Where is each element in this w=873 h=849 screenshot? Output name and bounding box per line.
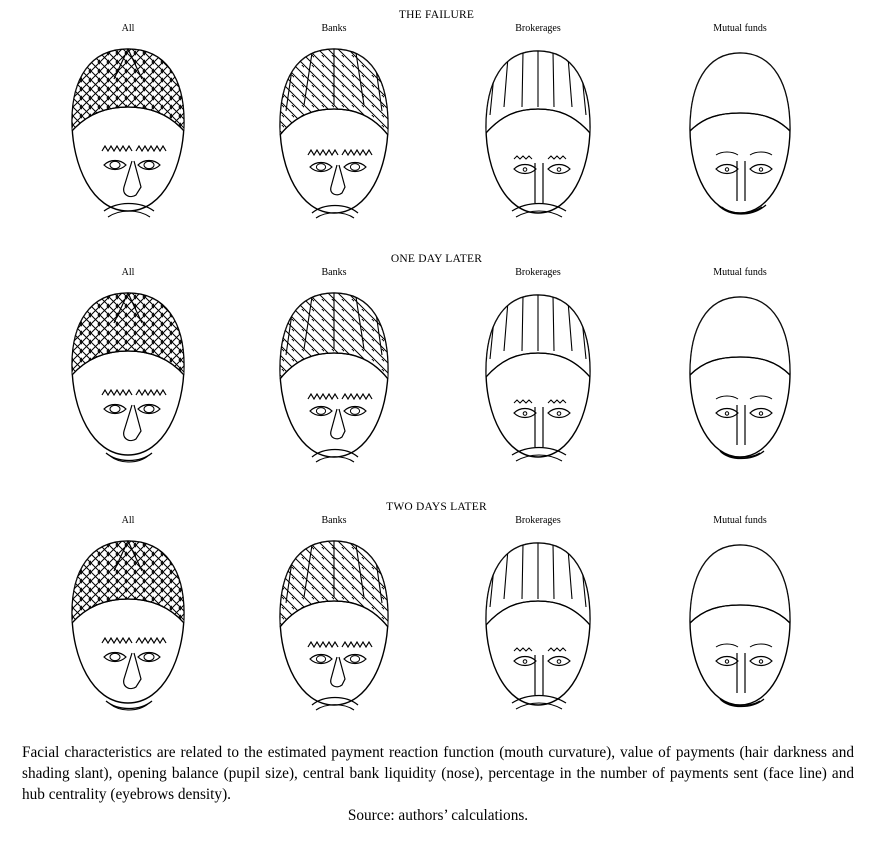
panel-title: TWO DAYS LATER bbox=[386, 501, 487, 513]
face-label: Banks bbox=[321, 267, 347, 278]
face-label: Banks bbox=[321, 23, 347, 34]
faces-row bbox=[0, 22, 873, 237]
chernoff-face-brokerages bbox=[438, 527, 638, 727]
chernoff-face-mutual-funds bbox=[640, 527, 840, 727]
chernoff-face-mutual-funds bbox=[640, 279, 840, 479]
chernoff-face-mutual-funds bbox=[640, 35, 840, 235]
face-label: Brokerages bbox=[515, 515, 561, 526]
chernoff-face-all bbox=[28, 279, 228, 479]
figure-caption bbox=[22, 742, 854, 826]
face-cell-banks bbox=[234, 514, 434, 729]
faces-row bbox=[0, 514, 873, 729]
panel-two-days-later bbox=[0, 500, 873, 729]
face-cell-all bbox=[28, 266, 228, 481]
chernoff-face-banks bbox=[234, 527, 434, 727]
chernoff-face-banks bbox=[234, 279, 434, 479]
chernoff-face-brokerages bbox=[438, 279, 638, 479]
face-label: All bbox=[121, 515, 135, 526]
chernoff-face-all bbox=[28, 527, 228, 727]
face-cell-mutual-funds bbox=[640, 22, 840, 237]
panel-the-failure bbox=[0, 8, 873, 237]
faces-row bbox=[0, 266, 873, 481]
face-label: Brokerages bbox=[515, 267, 561, 278]
chernoff-face-all bbox=[28, 35, 228, 235]
face-cell-brokerages bbox=[438, 514, 638, 729]
face-cell-banks bbox=[234, 22, 434, 237]
face-cell-all bbox=[28, 514, 228, 729]
face-label: Brokerages bbox=[515, 23, 561, 34]
chernoff-face-banks bbox=[234, 35, 434, 235]
face-cell-brokerages bbox=[438, 22, 638, 237]
face-label: Mutual funds bbox=[713, 515, 767, 526]
face-cell-all bbox=[28, 22, 228, 237]
face-cell-banks bbox=[234, 266, 434, 481]
face-label: Mutual funds bbox=[713, 267, 767, 278]
panel-title: ONE DAY LATER bbox=[390, 253, 483, 265]
face-cell-mutual-funds bbox=[640, 266, 840, 481]
panel-title: THE FAILURE bbox=[398, 9, 475, 21]
face-cell-mutual-funds bbox=[640, 514, 840, 729]
face-label: All bbox=[121, 23, 135, 34]
face-label: Banks bbox=[321, 515, 347, 526]
caption-source: Source: authors’ calculations. bbox=[347, 807, 529, 824]
face-label: Mutual funds bbox=[713, 23, 767, 34]
panel-one-day-later bbox=[0, 252, 873, 481]
face-cell-brokerages bbox=[438, 266, 638, 481]
face-label: All bbox=[121, 267, 135, 278]
chernoff-face-brokerages bbox=[438, 35, 638, 235]
caption-text: Facial characteristics are related to the estimated payment reaction function (mouth curvature), value of payments (hair darkness and shading slant), opening balance (pupil size), central bank liquidity (nose), percentage in the number of payments sent (face line) and hub centrality (eyebrows density). bbox=[22, 744, 854, 803]
